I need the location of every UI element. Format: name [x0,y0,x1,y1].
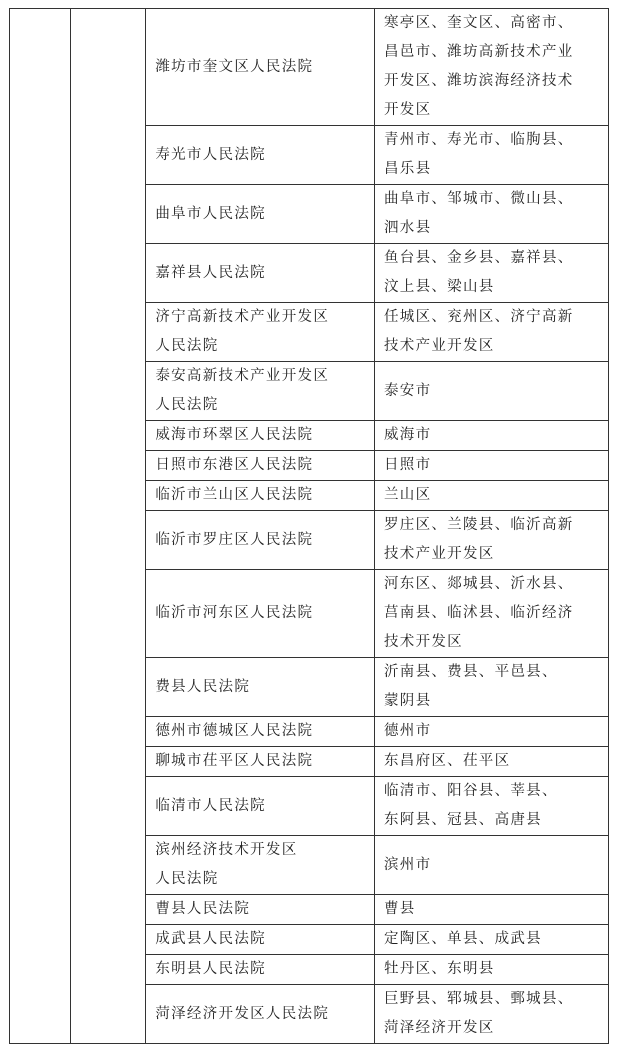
court-name: 菏泽经济开发区人民法院 [155,1005,330,1022]
jurisdiction-text: 东昌府区、茌平区 [383,753,511,769]
court-name-cell [146,126,375,185]
jurisdiction-text: 寒亭区、奎文区、高密市、 昌邑市、潍坊高新技术产业 开发区、潍坊滨海经济技术 开发区 [383,15,574,118]
jurisdiction-text: 巨野县、郓城县、鄄城县、 菏泽经济开发区 [383,991,574,1036]
court-name-cell [146,925,375,955]
jurisdiction-cell [374,658,608,717]
court-name-cell [146,244,375,303]
court-name-cell [146,481,375,511]
jurisdiction-text: 任城区、兖州区、济宁高新 技术产业开发区 [383,309,574,354]
jurisdiction-cell [374,955,608,985]
court-name: 日照市东港区人民法院 [155,457,314,473]
jurisdiction-cell [374,126,608,185]
jurisdiction-text: 定陶区、单县、成武县 [383,931,542,947]
court-name-cell [146,747,375,777]
jurisdiction-text: 德州市 [383,723,432,739]
court-name-cell [146,511,375,570]
jurisdiction-text: 曹县 [383,901,416,917]
jurisdiction-text: 临清市、阳谷县、莘县、 东阿县、冠县、高唐县 [383,783,558,828]
jurisdiction-cell [374,421,608,451]
jurisdiction-cell [374,511,608,570]
court-name-cell [146,421,375,451]
court-name: 曹县人民法院 [155,901,251,917]
court-name: 聊城市茌平区人民法院 [155,753,314,769]
court-name-cell [146,895,375,925]
jurisdiction-cell [374,836,608,895]
court-name-cell [146,303,375,362]
court-name: 潍坊市奎文区人民法院 [155,58,314,75]
court-name: 成武县人民法院 [155,931,266,947]
court-jurisdiction-table [9,8,609,1044]
court-name-cell [146,9,375,126]
table-row [10,9,609,126]
jurisdiction-text: 河东区、郯城县、沂水县、 莒南县、临沭县、临沂经济 技术开发区 [383,576,574,650]
court-name: 临沂市罗庄区人民法院 [155,531,314,548]
court-name-cell [146,570,375,658]
jurisdiction-text: 鱼台县、金乡县、嘉祥县、 汶上县、梁山县 [383,250,574,295]
jurisdiction-cell [374,303,608,362]
court-name-cell [146,185,375,244]
jurisdiction-text: 罗庄区、兰陵县、临沂高新 技术产业开发区 [383,517,574,562]
court-name-cell [146,717,375,747]
court-name: 威海市环翠区人民法院 [155,427,314,443]
court-name-cell [146,451,375,481]
court-name: 泰安高新技术产业开发区 人民法院 [155,368,330,413]
jurisdiction-cell [374,717,608,747]
court-name-cell [146,955,375,985]
court-name: 费县人民法院 [155,678,251,695]
jurisdiction-text: 威海市 [383,427,432,443]
court-name: 临沂市河东区人民法院 [155,605,314,621]
merged-category-cell [71,9,146,1044]
jurisdiction-cell [374,895,608,925]
court-name: 东明县人民法院 [155,961,266,977]
court-name: 嘉祥县人民法院 [155,264,266,281]
jurisdiction-cell [374,244,608,303]
jurisdiction-cell [374,451,608,481]
jurisdiction-cell [374,570,608,658]
jurisdiction-cell [374,777,608,836]
jurisdiction-cell [374,925,608,955]
jurisdiction-cell [374,9,608,126]
court-name-cell [146,658,375,717]
jurisdiction-text: 牡丹区、东明县 [383,961,495,977]
court-name: 临沂市兰山区人民法院 [155,487,314,503]
jurisdiction-text: 滨州市 [383,856,432,873]
jurisdiction-cell [374,985,608,1044]
court-name-cell [146,362,375,421]
court-name: 临清市人民法院 [155,797,266,814]
jurisdiction-cell [374,185,608,244]
jurisdiction-cell [374,362,608,421]
court-name: 济宁高新技术产业开发区 人民法院 [155,309,330,354]
court-name: 寿光市人民法院 [155,146,266,163]
jurisdiction-cell [374,481,608,511]
court-name-cell [146,985,375,1044]
jurisdiction-cell [374,747,608,777]
jurisdiction-text: 青州市、寿光市、临朐县、 昌乐县 [383,132,574,177]
jurisdiction-text: 兰山区 [383,487,432,503]
jurisdiction-text: 泰安市 [383,382,432,399]
table-body [10,9,609,1044]
court-name-cell [146,777,375,836]
merged-index-cell [10,9,71,1044]
court-name-cell [146,836,375,895]
court-name: 曲阜市人民法院 [155,205,266,222]
jurisdiction-text: 曲阜市、邹城市、微山县、 泗水县 [383,191,574,236]
court-name: 德州市德城区人民法院 [155,723,314,739]
jurisdiction-text: 沂南县、费县、平邑县、 蒙阴县 [383,664,558,709]
court-name: 滨州经济技术开发区 人民法院 [155,842,298,887]
jurisdiction-text: 日照市 [383,457,432,473]
